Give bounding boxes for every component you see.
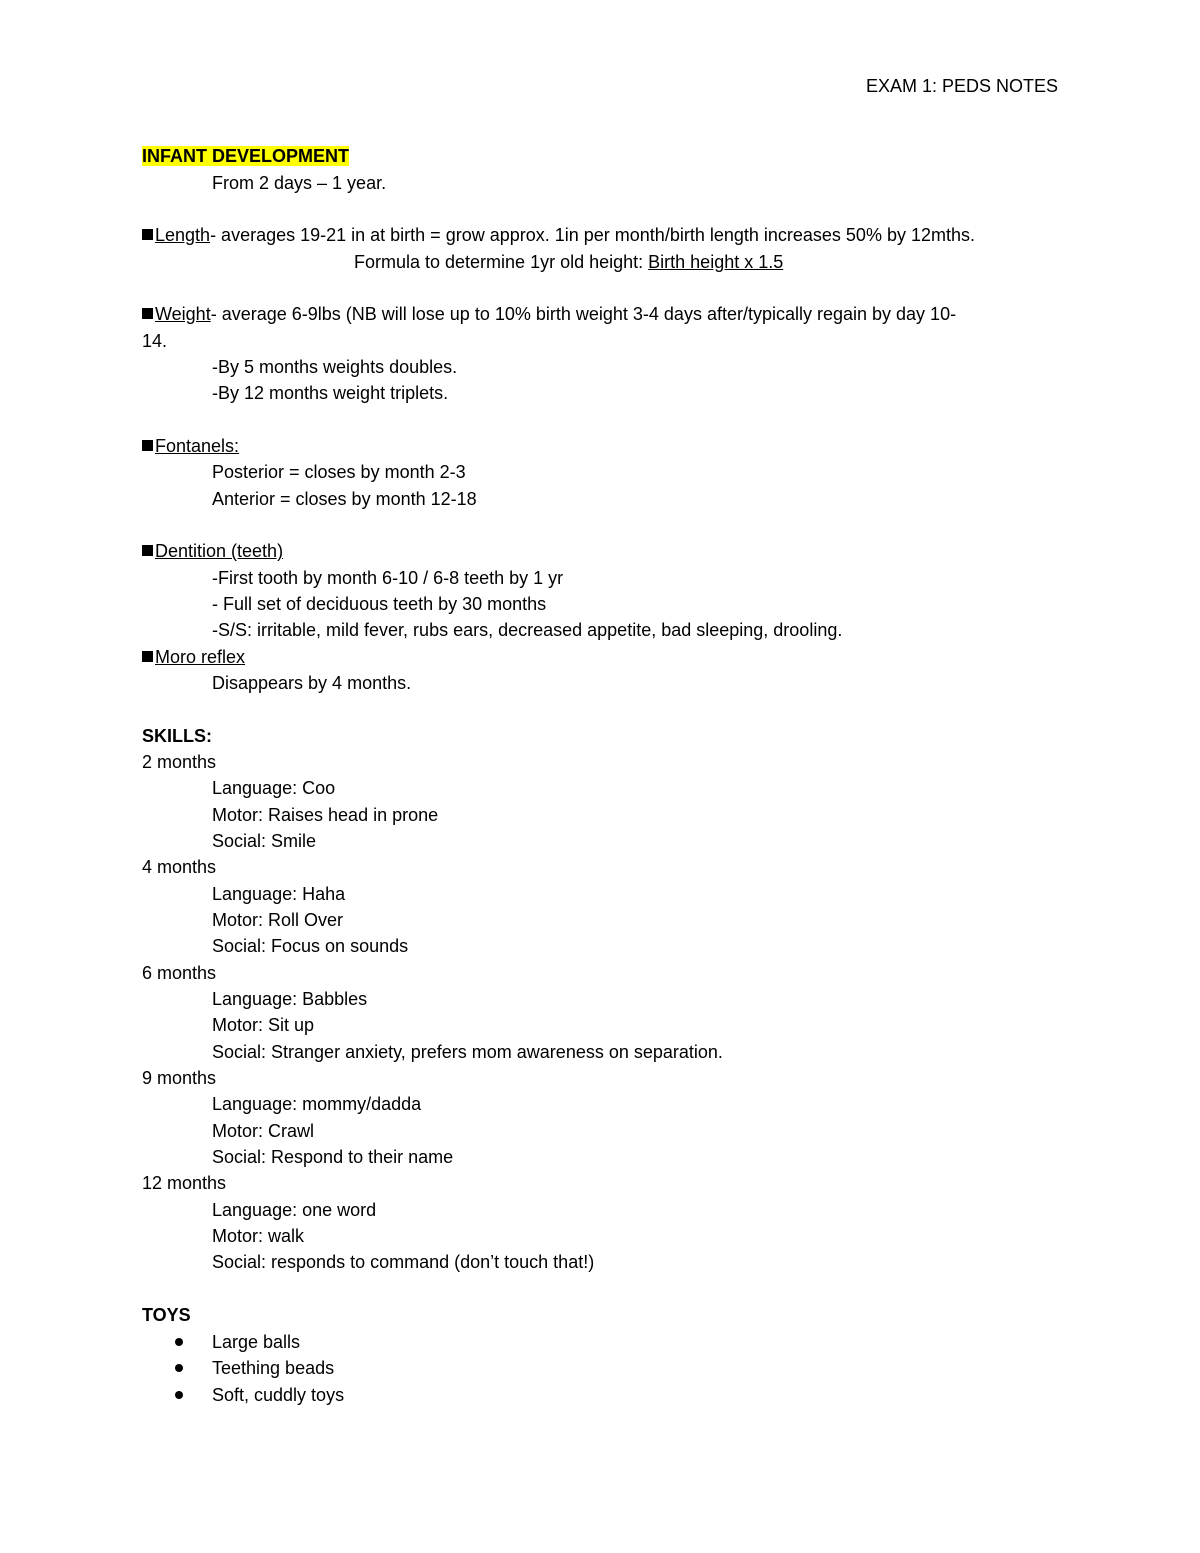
dentition-item [142, 538, 283, 564]
skills-age: 4 months [142, 857, 217, 877]
weight-line-2: -By 12 months weight triplets. [212, 383, 449, 403]
square-bullet-icon [142, 651, 153, 662]
skill-motor: Motor: Raises head in prone [212, 805, 439, 825]
length-formula [354, 249, 783, 275]
age-range: From 2 days – 1 year. [212, 173, 387, 193]
skill-motor: Motor: Roll Over [212, 910, 344, 930]
skill-social: Social: Stranger anxiety, prefers mom awareness on separation. [212, 1042, 723, 1062]
moro-item [142, 644, 245, 670]
skill-motor: Motor: Sit up [212, 1015, 315, 1035]
length-item [142, 222, 975, 248]
skill-social: Social: responds to command (don’t touch that!) [212, 1252, 595, 1272]
highlighted-title: INFANT DEVELOPMENT [142, 146, 350, 166]
bullet-dot-icon [175, 1364, 183, 1372]
skill-social: Social: Focus on sounds [212, 936, 409, 956]
skill-language: Language: Coo [212, 778, 336, 798]
skill-language: Language: Haha [212, 884, 346, 904]
skills-age: 2 months [142, 752, 217, 772]
square-bullet-icon [142, 545, 153, 556]
dentition-line-3: -S/S: irritable, mild fever, rubs ears, decreased appetite, bad sleeping, drooling. [212, 620, 843, 640]
formula-prefix: Formula to determine 1yr old height: [354, 252, 649, 272]
toy-item: Teething beads [212, 1358, 335, 1378]
formula-value: Birth height x 1.5 [648, 252, 784, 272]
toy-item: Soft, cuddly toys [212, 1385, 345, 1405]
fontanels-item [142, 433, 239, 459]
skill-motor: Motor: walk [212, 1226, 305, 1246]
weight-text: - average 6-9lbs (NB will lose up to 10% birth weight 3-4 days after/typically regain by day 10- [210, 304, 957, 324]
weight-label: Weight [155, 304, 211, 324]
bullet-dot-icon [175, 1391, 183, 1399]
skills-age: 9 months [142, 1068, 217, 1088]
fontanel-anterior: Anterior = closes by month 12-18 [212, 489, 477, 509]
moro-text: Disappears by 4 months. [212, 673, 412, 693]
fontanels-label: Fontanels: [155, 436, 240, 456]
length-label: Length [155, 225, 211, 245]
skills-age: 6 months [142, 963, 217, 983]
dentition-line-1: -First tooth by month 6-10 / 6-8 teeth by 1 yr [212, 568, 564, 588]
toy-item: Large balls [212, 1332, 301, 1352]
skill-motor: Motor: Crawl [212, 1121, 315, 1141]
skill-language: Language: Babbles [212, 989, 368, 1009]
weight-item [142, 301, 956, 327]
dentition-line-2: - Full set of deciduous teeth by 30 months [212, 594, 547, 614]
moro-label: Moro reflex [155, 647, 246, 667]
skills-title: SKILLS: [142, 726, 212, 746]
toys-title: TOYS [142, 1305, 191, 1325]
square-bullet-icon [142, 229, 153, 240]
length-text: - averages 19-21 in at birth = grow approx. 1in per month/birth length increases 50% by 12mths. [210, 225, 975, 245]
weight-line-1: -By 5 months weights doubles. [212, 357, 458, 377]
square-bullet-icon [142, 308, 153, 319]
bullet-dot-icon [175, 1338, 183, 1346]
weight-text-continued: 14. [142, 331, 168, 351]
page-header: EXAM 1: PEDS NOTES [865, 76, 1058, 96]
fontanel-posterior: Posterior = closes by month 2-3 [212, 462, 466, 482]
skills-age: 12 months [142, 1173, 227, 1193]
skill-social: Social: Respond to their name [212, 1147, 454, 1167]
square-bullet-icon [142, 440, 153, 451]
section-title-infant-development [142, 143, 349, 169]
skill-language: Language: mommy/dadda [212, 1094, 422, 1114]
skill-language: Language: one word [212, 1200, 377, 1220]
dentition-label: Dentition (teeth) [155, 541, 284, 561]
skill-social: Social: Smile [212, 831, 317, 851]
